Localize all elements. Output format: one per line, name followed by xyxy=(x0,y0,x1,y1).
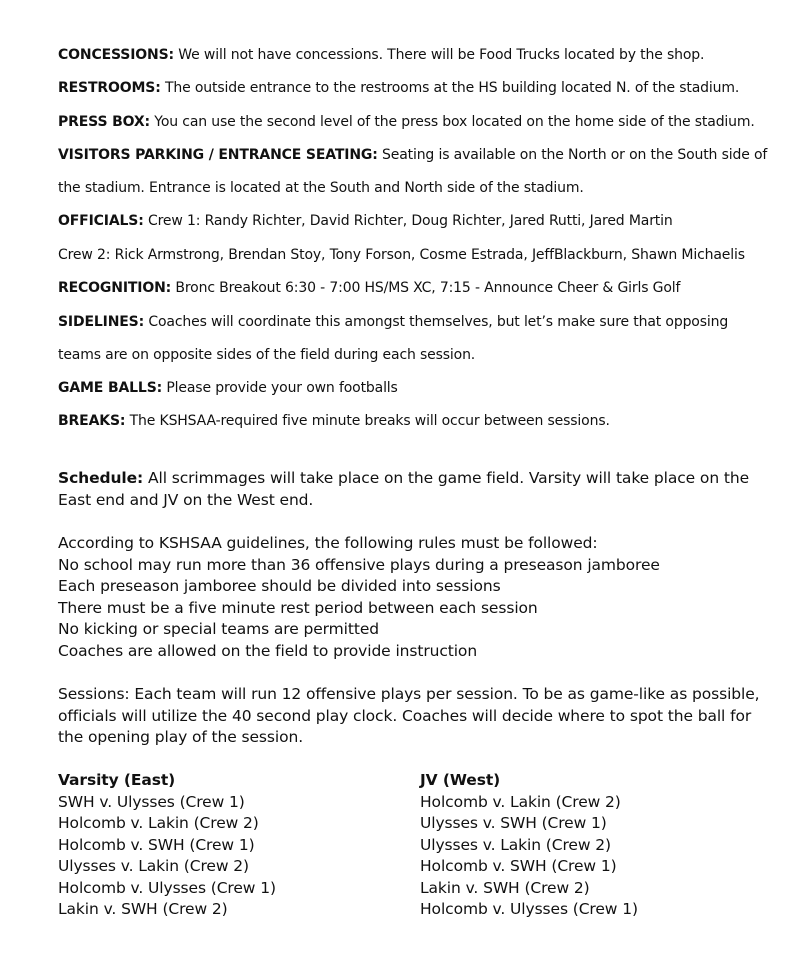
jv-game: Holcomb v. Lakin (Crew 2) xyxy=(420,792,621,811)
guideline-item: Coaches are allowed on the field to provide instruction xyxy=(58,642,478,660)
sidelines-label: SIDELINES: xyxy=(58,314,145,330)
jv-game: Ulysses v. SWH (Crew 1) xyxy=(420,814,607,832)
sidelines-text: Coaches will coordinate this amongst themselves, but let’s make sure that opposing xyxy=(144,314,729,330)
guideline-item: No kicking or special teams are permitted xyxy=(58,620,379,638)
game-balls-label: GAME BALLS: xyxy=(58,380,163,396)
recognition-line xyxy=(58,279,680,297)
press-box-text: You can use the second level of the press box located on the home side of the stadium. xyxy=(149,114,755,130)
game-balls-line xyxy=(58,379,398,397)
jv-game: Ulysses v. Lakin (Crew 2) xyxy=(420,835,611,854)
officials-label: OFFICIALS: xyxy=(58,213,144,229)
breaks-text: The KSHSAA-required five minute breaks will occur between sessions. xyxy=(125,413,610,429)
officials-line xyxy=(58,212,673,230)
varsity-heading: Varsity (East) xyxy=(58,771,176,789)
visitors-parking-label: VISITORS PARKING / ENTRANCE SEATING: xyxy=(58,147,378,163)
sidelines-line xyxy=(58,313,728,331)
game-balls-text: Please provide your own footballs xyxy=(162,380,398,396)
restrooms-label: RESTROOMS: xyxy=(58,80,161,96)
schedule-text: All scrimmages will take place on the game field. Varsity will take place on the xyxy=(143,469,750,487)
breaks-line xyxy=(58,412,610,430)
jv-game: Lakin v. SWH (Crew 2) xyxy=(420,878,590,897)
jv-schedule xyxy=(420,770,638,921)
schedule-line-2 xyxy=(58,490,313,512)
varsity-game: Holcomb v. Ulysses (Crew 1) xyxy=(58,878,276,897)
sidelines-continued-line xyxy=(58,346,475,364)
breaks-label: BREAKS: xyxy=(58,413,126,429)
restrooms-line xyxy=(58,79,739,97)
schedule-line xyxy=(58,468,749,490)
visitors-parking-continued-text: the stadium. Entrance is located at the South and North side of the stadium. xyxy=(58,180,584,196)
guideline-item: Each preseason jamboree should be divided into sessions xyxy=(58,577,501,595)
varsity-game: Ulysses v. Lakin (Crew 2) xyxy=(58,857,249,875)
press-box-label: PRESS BOX: xyxy=(58,114,150,130)
visitors-parking-line xyxy=(58,146,767,164)
concessions-text: We will not have concessions. There will be Food Trucks located by the shop. xyxy=(173,47,705,63)
jv-heading: JV (West) xyxy=(420,771,501,789)
varsity-game: SWH v. Ulysses (Crew 1) xyxy=(58,792,245,811)
guidelines-intro: According to KSHSAA guidelines, the following rules must be followed: xyxy=(58,534,598,552)
crew-2-text: Crew 2: Rick Armstrong, Brendan Stoy, Tony Forson, Cosme Estrada, JeffBlackburn, Shawn Michaelis xyxy=(58,247,745,263)
sessions-line: officials will utilize the 40 second play clock. Coaches will decide where to spot the ball for xyxy=(58,707,752,725)
sessions-line: Sessions: Each team will run 12 offensive plays per session. To be as game-like as possible, xyxy=(58,685,760,703)
visitors-parking-continued-line xyxy=(58,179,584,197)
concessions-label: CONCESSIONS: xyxy=(58,47,174,63)
restrooms-text: The outside entrance to the restrooms at the HS building located N. of the stadium. xyxy=(160,80,740,96)
press-box-line xyxy=(58,113,755,131)
officials-text: Crew 1: Randy Richter, David Richter, Doug Richter, Jared Rutti, Jared Martin xyxy=(143,213,673,229)
recognition-label: RECOGNITION: xyxy=(58,280,172,296)
concessions-line xyxy=(58,46,704,64)
sessions-line: the opening play of the session. xyxy=(58,728,304,746)
varsity-game: Holcomb v. Lakin (Crew 2) xyxy=(58,814,259,832)
recognition-text: Bronc Breakout 6:30 - 7:00 HS/MS XC, 7:15 - Announce Cheer & Girls Golf xyxy=(171,280,681,296)
guideline-item: There must be a five minute rest period between each session xyxy=(58,599,538,617)
varsity-game: Holcomb v. SWH (Crew 1) xyxy=(58,835,255,854)
schedule-text-2: East end and JV on the West end. xyxy=(58,491,314,509)
varsity-game: Lakin v. SWH (Crew 2) xyxy=(58,900,228,918)
schedule-label: Schedule: xyxy=(58,469,144,487)
jv-game: Holcomb v. Ulysses (Crew 1) xyxy=(420,900,638,918)
sidelines-continued-text: teams are on opposite sides of the field during each session. xyxy=(58,347,476,363)
crew-2-line xyxy=(58,246,745,264)
jv-game: Holcomb v. SWH (Crew 1) xyxy=(420,857,617,875)
guideline-item: No school may run more than 36 offensive plays during a preseason jamboree xyxy=(58,556,660,574)
varsity-schedule xyxy=(58,770,276,921)
visitors-parking-text: Seating is available on the North or on the South side of xyxy=(377,147,768,163)
